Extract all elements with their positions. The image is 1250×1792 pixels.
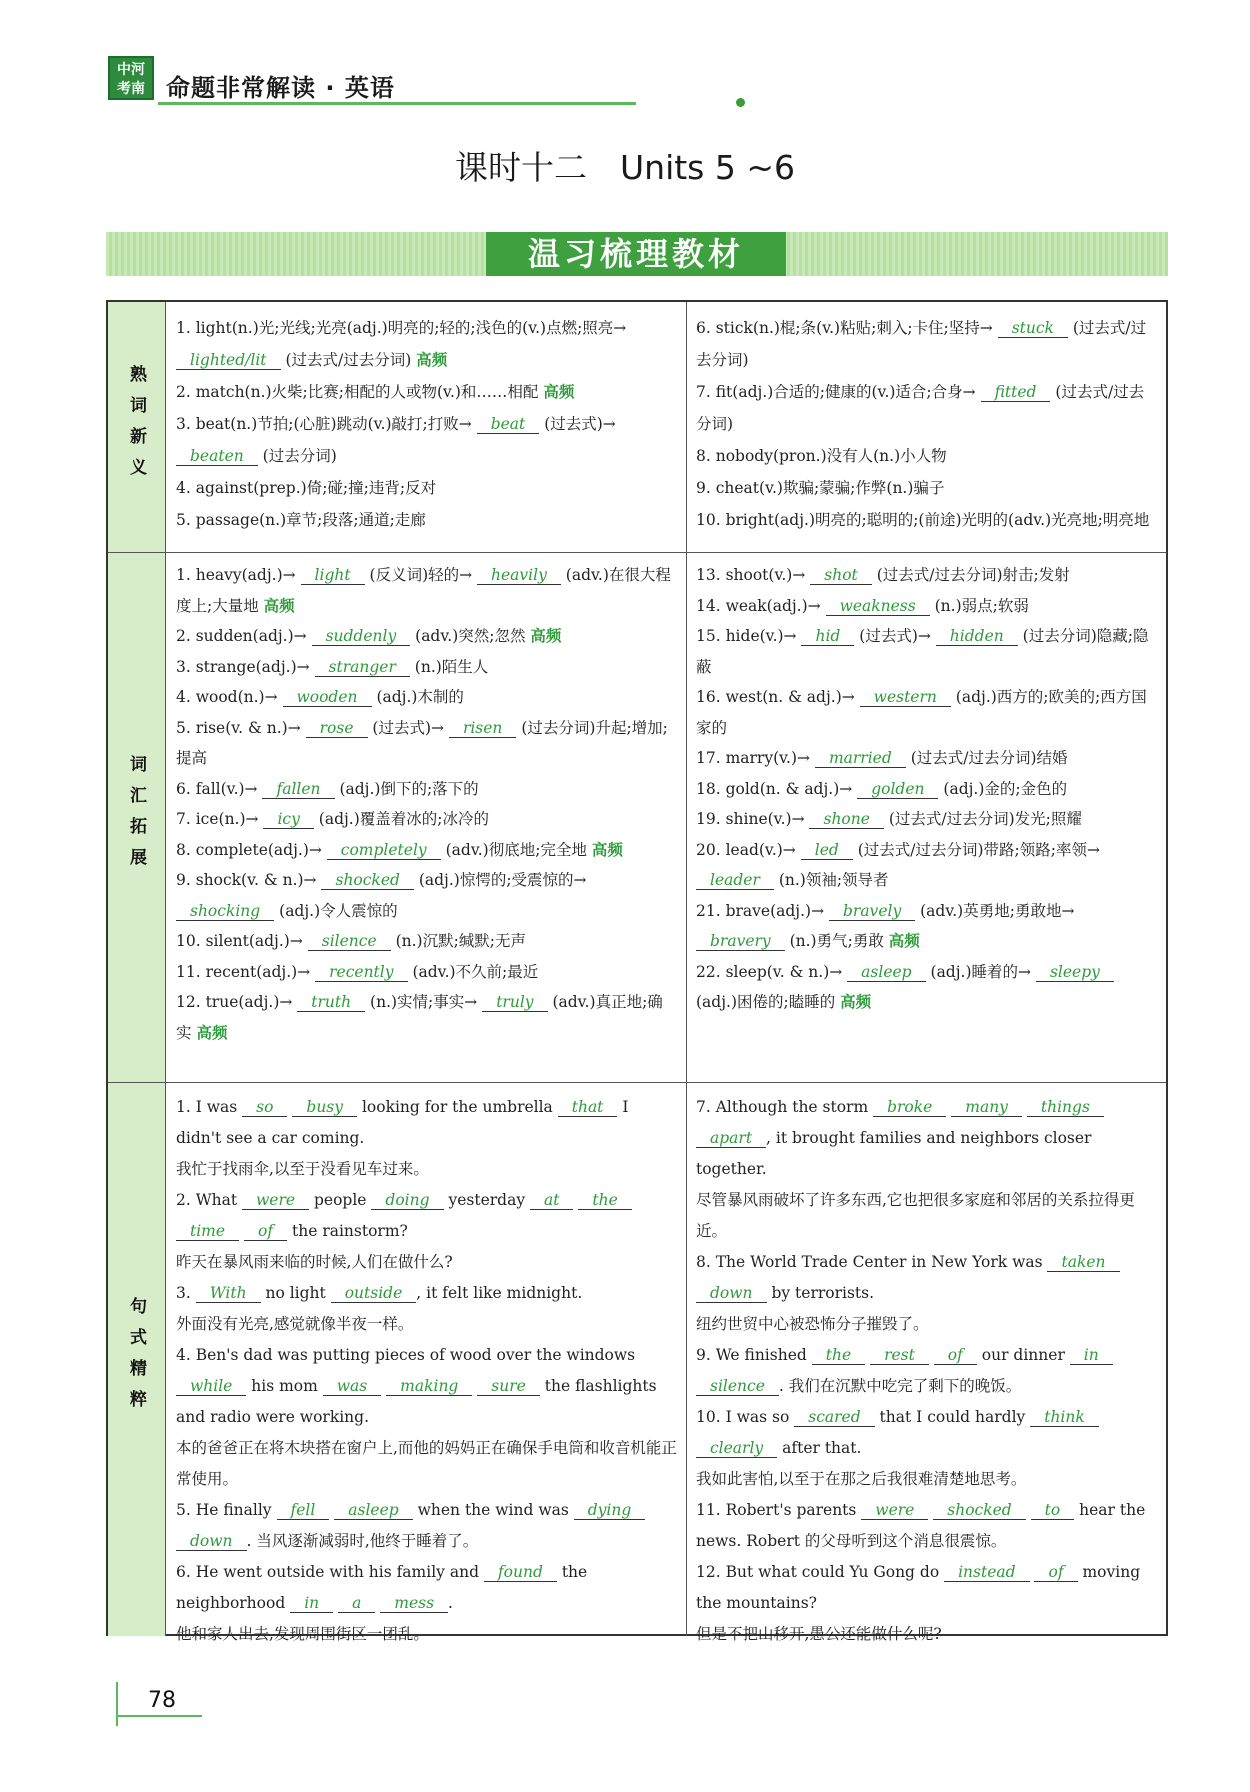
item-line: 6. stick(n.)棍;条(v.)粘贴;刺入;卡住;坚持→ stuck (过去式/过去分词): [696, 319, 1147, 369]
item-line: 8. complete(adj.)→ completely (adv.)彻底地;完全地 高频: [176, 840, 623, 859]
logo-line-1: 中河: [117, 62, 145, 78]
answer-blank: married: [815, 749, 906, 768]
item-line: 8. The World Trade Center in New York was taken down by terrorists.: [696, 1247, 1158, 1309]
item-line: 外面没有光亮,感觉就像半夜一样。: [176, 1315, 414, 1333]
answer-blank: apart: [696, 1129, 766, 1148]
answer-blank: at: [530, 1191, 573, 1210]
answer-blank: found: [484, 1563, 557, 1582]
item-line: 2. match(n.)火柴;比赛;相配的人或物(v.)和……相配 高频: [176, 383, 575, 401]
answer-blank: making: [386, 1377, 472, 1396]
answer-blank: a: [338, 1594, 375, 1613]
answer-blank: truth: [297, 993, 365, 1012]
answer-blank: the: [578, 1191, 631, 1210]
item-line: 2. sudden(adj.)→ suddenly (adv.)突然;忽然 高频: [176, 627, 562, 645]
item-line: 6. He went outside with his family and found the neighborhood in a mess .: [176, 1563, 593, 1612]
item-line: 本的爸爸正在将木块搭在窗户上,而他的妈妈正在确保手电筒和收音机能正常使用。: [176, 1439, 677, 1488]
answer-blank: silence: [308, 932, 391, 951]
answer-blank: golden: [857, 780, 938, 799]
answer-blank: sure: [477, 1377, 540, 1396]
item-line: 20. lead(v.)→ led (过去式/过去分词)带路;领路;率领→ leader (n.)领袖;领导者: [696, 840, 1105, 889]
answer-blank: down: [696, 1284, 767, 1303]
item-line: 15. hide(v.)→ hid (过去式)→ hidden (过去分词)隐藏;隐蔽: [696, 627, 1149, 676]
footer-mark: [116, 1682, 118, 1726]
frequency-tag: 高频: [591, 840, 623, 859]
item-line: 21. brave(adj.)→ bravely (adv.)英勇地;勇敢地→ bravery (n.)勇气;勇敢 高频: [696, 901, 1080, 950]
section-label-text: 词汇拓展: [126, 755, 146, 879]
answer-blank: clearly: [696, 1439, 777, 1458]
item-line: 他和家人出去,发现周围街区一团乱。: [176, 1625, 429, 1643]
page-header: [108, 54, 638, 104]
column-divider: [686, 302, 687, 1636]
answer-blank: of: [1034, 1563, 1077, 1582]
section3-right: [696, 1092, 1158, 1650]
section-banner: [106, 232, 1168, 276]
answer-blank: scared: [794, 1408, 874, 1427]
answer-blank: shocking: [176, 902, 274, 921]
answer-blank: stuck: [998, 319, 1068, 338]
section1-left: [176, 312, 678, 536]
answer-blank: led: [801, 841, 853, 860]
item-line: 10. bright(adj.)明亮的;聪明的;(前途)光明的(adv.)光亮地;明亮地: [696, 511, 1150, 529]
answer-blank: dying: [574, 1501, 646, 1520]
item-line: 1. heavy(adj.)→ light (反义词)轻的→ heavily (adv.)在很大程度上;大量地 高频: [176, 566, 671, 615]
answer-blank: so: [242, 1098, 287, 1117]
answer-blank: sleepy: [1036, 963, 1114, 982]
item-line: 11. recent(adj.)→ recently (adv.)不久前;最近: [176, 962, 539, 981]
answer-blank: icy: [263, 810, 313, 829]
section-label-3: [108, 1082, 166, 1636]
section-divider: [108, 552, 1166, 553]
answer-blank: leader: [696, 871, 774, 890]
answer-blank: down: [176, 1532, 247, 1551]
answer-blank: western: [860, 688, 951, 707]
answer-blank: were: [242, 1191, 309, 1210]
answer-blank: risen: [449, 719, 516, 738]
section-label-2: [108, 552, 166, 1082]
answer-blank: fell: [277, 1501, 330, 1520]
section-label-text: 句式精粹: [126, 1297, 146, 1421]
answer-blank: of: [244, 1222, 287, 1241]
lesson-title: 课时十二 Units 5 ~6: [455, 148, 795, 187]
item-line: 1. I was so busy looking for the umbrella that I didn't see a car coming.: [176, 1098, 634, 1147]
frequency-tag: 高频: [196, 1023, 228, 1042]
answer-blank: rose: [306, 719, 368, 738]
item-line: 5. rise(v. & n.)→ rose (过去式)→ risen (过去分词)升起;增加;提高: [176, 718, 668, 767]
answer-blank: broke: [873, 1098, 946, 1117]
page-number: 78: [148, 1688, 176, 1713]
answer-blank: wooden: [283, 688, 372, 707]
answer-blank: completely: [327, 841, 441, 860]
item-line: 9. We finished the rest of our dinner in silence . 我们在沉默中吃完了剩下的晚饭。: [696, 1340, 1158, 1402]
answer-blank: many: [951, 1098, 1022, 1117]
item-line: 纽约世贸中心被恐怖分子摧毁了。: [696, 1315, 929, 1333]
item-line: 1. light(n.)光;光线;光亮(adj.)明亮的;轻的;浅色的(v.)点燃;照亮→ lighted/lit (过去式/过去分词) 高频: [176, 319, 632, 369]
section3-left: [176, 1092, 678, 1650]
answer-blank: think: [1030, 1408, 1099, 1427]
answer-blank: was: [323, 1377, 381, 1396]
answer-blank: time: [176, 1222, 239, 1241]
item-line: 7. Although the storm broke many things apart , it brought families and neighbors closer together.: [696, 1092, 1158, 1185]
item-line: 9. shock(v. & n.)→ shocked (adj.)惊愕的;受震惊的→ shocking (adj.)令人震惊的: [176, 871, 592, 920]
item-line: 9. cheat(v.)欺骗;蒙骗;作弊(n.)骗子: [696, 479, 945, 497]
frequency-tag: 高频: [840, 993, 872, 1011]
answer-blank: fallen: [262, 780, 334, 799]
item-line: 我如此害怕,以至于在那之后我很难清楚地思考。: [696, 1470, 1027, 1488]
answer-blank: the: [812, 1346, 865, 1365]
item-line: 2. What were people doing yesterday at the time of the rainstorm?: [176, 1185, 678, 1247]
header-underline: [158, 102, 636, 105]
frequency-tag: 高频: [543, 383, 575, 401]
item-line: 5. He finally fell asleep when the wind was dying down . 当风逐渐减弱时,他终于睡着了。: [176, 1495, 678, 1557]
answer-blank: recently: [315, 963, 407, 982]
answer-blank: bravery: [696, 932, 785, 951]
publisher-logo: [108, 56, 154, 100]
item-line: 4. wood(n.)→ wooden (adj.)木制的: [176, 688, 464, 706]
item-line: 3. strange(adj.)→ stranger (n.)陌生人: [176, 657, 489, 676]
answer-blank: bravely: [829, 902, 915, 921]
item-line: 6. fall(v.)→ fallen (adj.)倒下的;落下的: [176, 779, 479, 798]
item-line: 8. nobody(pron.)没有人(n.)小人物: [696, 447, 947, 465]
item-line: 7. ice(n.)→ icy (adj.)覆盖着冰的;冰冷的: [176, 810, 489, 828]
item-line: 12. But what could Yu Gong do instead of moving the mountains?: [696, 1563, 1146, 1612]
frequency-tag: 高频: [416, 351, 448, 369]
item-line: 13. shoot(v.)→ shot (过去式/过去分词)射击;发射: [696, 566, 1070, 584]
section-divider: [108, 1082, 1166, 1083]
answer-blank: beat: [477, 415, 540, 434]
answer-blank: were: [861, 1501, 928, 1520]
header-dot: [736, 98, 745, 107]
answer-blank: in: [290, 1594, 333, 1613]
item-line: 10. silent(adj.)→ silence (n.)沉默;缄默;无声: [176, 932, 527, 950]
answer-blank: in: [1070, 1346, 1113, 1365]
item-line: 3. With no light outside , it felt like midnight.: [176, 1284, 583, 1302]
answer-blank: suddenly: [312, 627, 411, 646]
item-line: 4. Ben's dad was putting pieces of wood over the windows while his mom was making sure the flashlights and radio were working.: [176, 1346, 662, 1426]
answer-blank: stranger: [315, 658, 410, 677]
answer-blank: asleep: [847, 963, 925, 982]
answer-blank: busy: [292, 1098, 357, 1117]
answer-blank: instead: [944, 1563, 1029, 1582]
item-line: 昨天在暴风雨来临的时候,人们在做什么?: [176, 1253, 453, 1271]
section1-right: [696, 312, 1158, 536]
answer-blank: doing: [371, 1191, 443, 1210]
item-line: 尽管暴风雨破坏了许多东西,它也把很多家庭和邻居的关系拉得更近。: [696, 1191, 1135, 1240]
book-title: 命题非常解读 · 英语: [166, 74, 395, 102]
answer-blank: hidden: [936, 627, 1018, 646]
answer-blank: asleep: [334, 1501, 412, 1520]
answer-blank: to: [1031, 1501, 1075, 1520]
answer-blank: while: [176, 1377, 246, 1396]
answer-blank: shone: [809, 810, 883, 829]
answer-blank: With: [196, 1284, 261, 1303]
answer-blank: things: [1027, 1098, 1104, 1117]
footer-underline: [116, 1715, 202, 1717]
item-line: 22. sleep(v. & n.)→ asleep (adj.)睡着的→ sleepy (adj.)困倦的;瞌睡的 高频: [696, 962, 1119, 1011]
item-line: 但是不把山移开,愚公还能做什么呢?: [696, 1625, 942, 1643]
item-line: 11. Robert's parents were shocked to hear the news. Robert 的父母听到这个消息很震惊。: [696, 1501, 1151, 1550]
item-line: 17. marry(v.)→ married (过去式/过去分词)结婚: [696, 749, 1068, 767]
answer-blank: hid: [801, 627, 854, 646]
answer-blank: shot: [810, 566, 872, 585]
answer-blank: that: [558, 1098, 618, 1117]
answer-blank: truly: [482, 993, 547, 1012]
item-line: 5. passage(n.)章节;段落;通道;走廊: [176, 511, 426, 529]
item-line: 10. I was so scared that I could hardly think clearly after that.: [696, 1402, 1158, 1464]
answer-blank: fitted: [981, 383, 1051, 402]
banner-title: 温习梳理教材: [486, 232, 786, 276]
frequency-tag: 高频: [888, 932, 920, 950]
answer-blank: shocked: [321, 871, 413, 890]
item-line: 18. gold(n. & adj.)→ golden (adj.)金的;金色的: [696, 779, 1068, 798]
frequency-tag: 高频: [263, 596, 295, 615]
section2-left: [176, 560, 678, 1048]
answer-blank: shocked: [933, 1501, 1025, 1520]
section-label-1: [108, 302, 166, 552]
answer-blank: outside: [331, 1284, 417, 1303]
answer-blank: weakness: [826, 597, 930, 616]
answer-blank: beaten: [176, 447, 258, 466]
item-line: 12. true(adj.)→ truth (n.)实情;事实→ truly (adv.)真正地;确实 高频: [176, 993, 663, 1042]
answer-blank: mess: [380, 1594, 448, 1613]
item-line: 14. weak(adj.)→ weakness (n.)弱点;软弱: [696, 596, 1029, 615]
answer-blank: rest: [870, 1346, 929, 1365]
answer-blank: lighted/lit: [176, 351, 281, 370]
answer-blank: light: [301, 566, 365, 585]
item-line: 16. west(n. & adj.)→ western (adj.)西方的;欧美的;西方国家的: [696, 688, 1147, 737]
logo-line-2: 考南: [117, 81, 145, 97]
answer-blank: silence: [696, 1377, 779, 1396]
item-line: 7. fit(adj.)合适的;健康的(v.)适合;合身→ fitted (过去式/过去分词): [696, 383, 1145, 433]
item-line: 19. shine(v.)→ shone (过去式/过去分词)发光;照耀: [696, 810, 1082, 828]
frequency-tag: 高频: [530, 627, 562, 645]
item-line: 3. beat(n.)节拍;(心脏)跳动(v.)敲打;打败→ beat (过去式)→ beaten (过去分词): [176, 415, 621, 465]
item-line: 我忙于找雨伞,以至于没看见车过来。: [176, 1160, 429, 1178]
content-table: [106, 300, 1168, 1643]
item-line: 4. against(prep.)倚;碰;撞;违背;反对: [176, 479, 437, 497]
answer-blank: heavily: [477, 566, 561, 585]
section-label-text: 熟词新义: [126, 365, 146, 489]
section2-right: [696, 560, 1158, 1018]
answer-blank: taken: [1047, 1253, 1119, 1272]
answer-blank: of: [934, 1346, 977, 1365]
